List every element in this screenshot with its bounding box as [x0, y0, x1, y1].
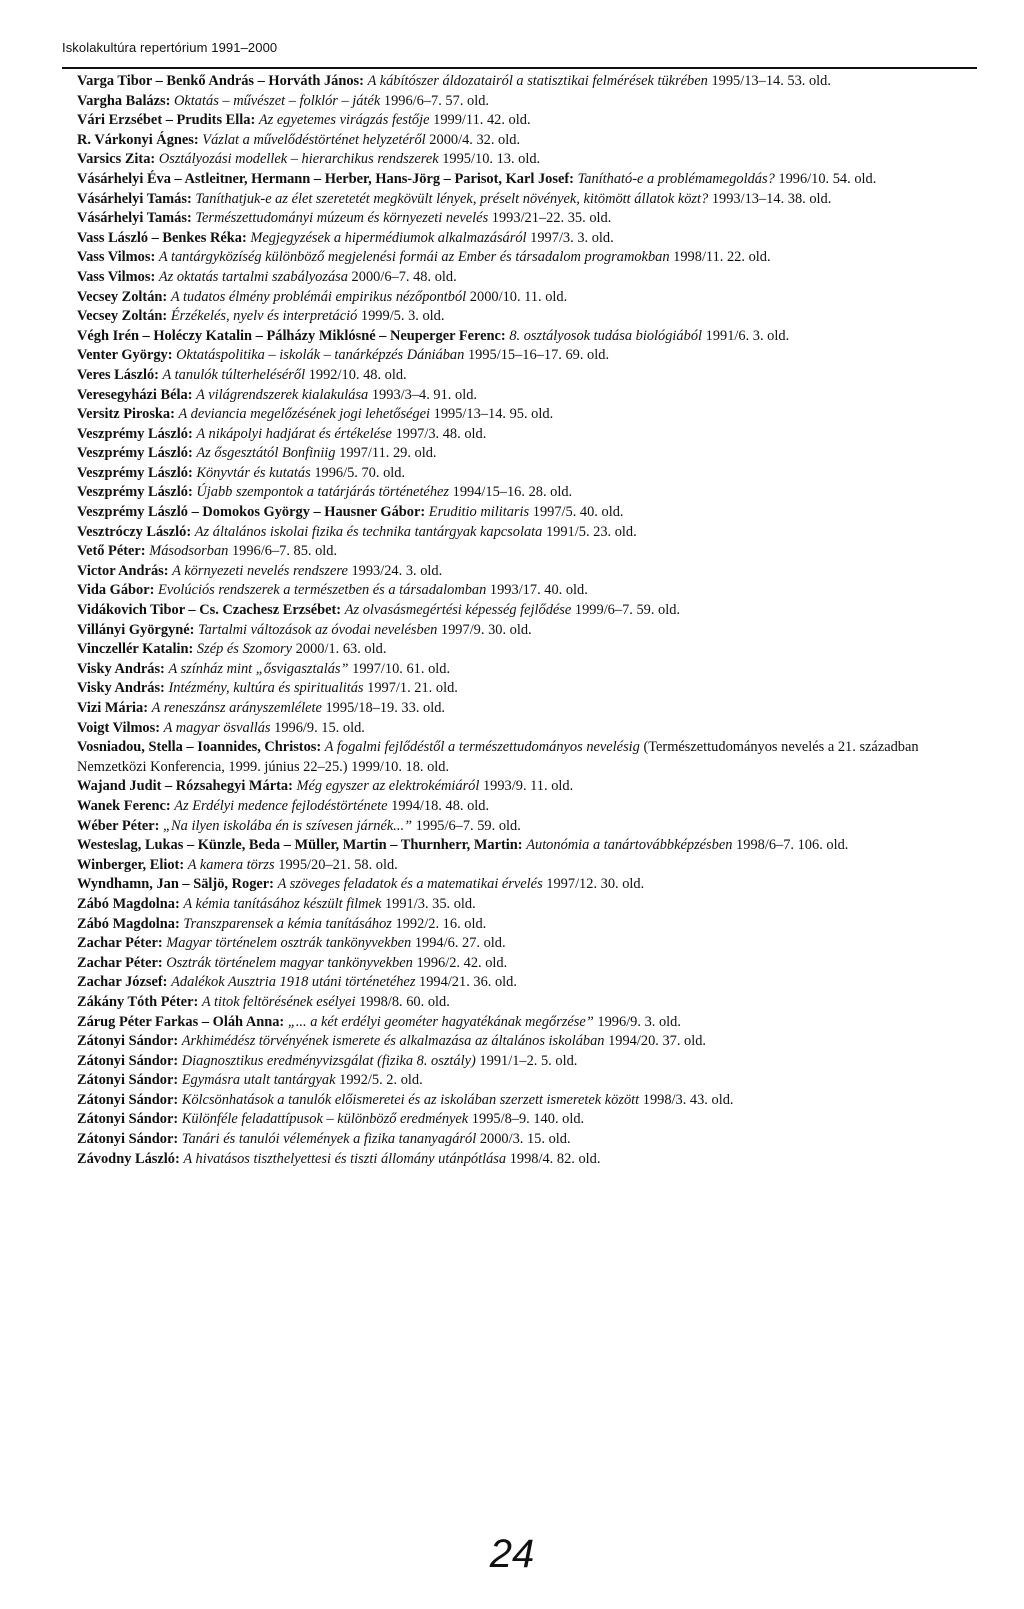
entry-author: Veszprémy László:	[77, 464, 193, 481]
entry-author: Vesztróczy László:	[77, 523, 192, 540]
entry-author: Zábó Magdolna:	[77, 915, 180, 932]
bibliography-entry	[77, 777, 957, 797]
entry-reference: 1994/6. 27. old.	[414, 935, 506, 952]
entry-reference: 1996/10. 54. old.	[778, 170, 877, 187]
entry-reference: 1997/11. 29. old.	[339, 445, 437, 462]
entry-title: „Na ilyen iskolába én is szívesen járnék...”	[163, 817, 413, 834]
bibliography-entry	[77, 679, 957, 699]
bibliography-entry	[77, 797, 957, 817]
entry-author: Visky András:	[77, 680, 165, 697]
entry-reference: 1999/5. 3. old.	[360, 308, 445, 325]
entry-title: Transzparensek a kémia tanításához	[183, 915, 392, 932]
bibliography-entry	[77, 464, 957, 484]
running-header: Iskolakultúra repertórium 1991–2000	[62, 40, 278, 55]
entry-reference: 1995/10. 13. old.	[442, 151, 541, 168]
entry-title: Osztályozási modellek – hierarchikus rendszerek	[158, 151, 439, 168]
entry-author: Venter György:	[77, 347, 173, 364]
entry-author: Winberger, Eliot:	[77, 856, 185, 873]
bibliography-entry	[77, 150, 957, 170]
entry-reference: 1994/21. 36. old.	[419, 974, 517, 991]
entry-author: Veszprémy László:	[77, 445, 193, 462]
entry-author: Vásárhelyi Tamás:	[77, 190, 192, 207]
entry-reference: 1993/13–14. 38. old.	[711, 190, 832, 207]
entry-reference: 1997/3. 3. old.	[530, 229, 614, 246]
entry-reference: 1998/6–7. 106. old.	[736, 837, 849, 854]
entry-title: Eruditio militaris	[428, 504, 530, 521]
entry-author: Zábó Magdolna:	[77, 895, 180, 912]
bibliography-entry	[77, 973, 957, 993]
bibliography-entry	[77, 1052, 957, 1072]
entry-author: Vass Vilmos:	[77, 249, 156, 266]
entry-author: Zákány Tóth Péter:	[77, 993, 199, 1010]
bibliography-entry	[77, 111, 957, 131]
entry-title: Kölcsönhatások a tanulók előismeretei és az iskolában szerzett ismeretek között	[181, 1091, 640, 1108]
entry-author: Wajand Judit – Rózsahegyi Márta:	[77, 778, 293, 795]
entry-author: Zachar Péter:	[77, 954, 163, 971]
entry-title: A tantárgyközíség különböző megjelenési formái az Ember és társadalom programokban	[158, 249, 670, 266]
entry-author: Versitz Piroska:	[77, 406, 175, 423]
entry-author: Vecsey Zoltán:	[77, 308, 168, 325]
entry-author: Zárug Péter Farkas – Oláh Anna:	[77, 1013, 285, 1030]
entry-title: A deviancia megelőzésének jogi lehetőségei	[178, 406, 431, 423]
entry-reference: 1993/24. 3. old.	[351, 562, 443, 579]
bibliography-entry	[77, 268, 957, 288]
entry-reference: 2000/10. 11. old.	[469, 288, 568, 305]
entry-author: Visky András:	[77, 660, 165, 677]
entry-title: Tanári és tanulói vélemények a fizika tananyagáról	[181, 1131, 477, 1148]
entry-title: Evolúciós rendszerek a természetben és a társadalomban	[158, 582, 487, 599]
entry-title: Magyar történelem osztrák tankönyvekben	[166, 935, 412, 952]
entry-author: Vető Péter:	[77, 543, 146, 560]
entry-author: Zátonyi Sándor:	[77, 1111, 179, 1128]
bibliography-entry	[77, 817, 957, 837]
entry-author: Zátonyi Sándor:	[77, 1072, 179, 1089]
entry-reference: 1995/20–21. 58. old.	[278, 856, 398, 873]
bibliography-entry	[77, 836, 957, 856]
entry-author: Vásárhelyi Tamás:	[77, 210, 192, 227]
entry-reference: 1992/2. 16. old.	[395, 915, 487, 932]
bibliography-entry	[77, 483, 957, 503]
entry-reference: 1995/13–14. 95. old.	[433, 406, 554, 423]
entry-author: Veszprémy László – Domokos György – Hausner Gábor:	[77, 504, 426, 521]
entry-title: Természettudományi múzeum és környezeti nevelés	[195, 210, 489, 227]
bibliography-entry	[77, 542, 957, 562]
bibliography-entry	[77, 993, 957, 1013]
entry-title: Érzékelés, nyelv és interpretáció	[170, 308, 358, 325]
entry-author: Vinczellér Katalin:	[77, 641, 194, 658]
entry-reference: 2000/3. 15. old.	[479, 1131, 571, 1148]
entry-title: Vázlat a művelődéstörténet helyzetéről	[202, 131, 426, 148]
entry-title: A kémia tanításához készült filmek	[183, 895, 382, 912]
bibliography-entry	[77, 503, 957, 523]
entry-author: Vida Gábor:	[77, 582, 155, 599]
entry-reference: 1995/6–7. 59. old.	[415, 817, 521, 834]
entry-title: Diagnosztikus eredményvizsgálat (fizika 8. osztály)	[181, 1052, 476, 1069]
entry-title: A kábítószer áldozatairól a statisztikai felmérések tükrében	[367, 73, 708, 89]
bibliography-entry	[77, 523, 957, 543]
entry-author: Vosniadou, Stella – Ioannides, Christos:	[77, 739, 322, 756]
bibliography-entry	[77, 562, 957, 582]
page-number: 24	[489, 1532, 535, 1576]
entry-author: Zachar József:	[77, 974, 168, 991]
entry-title: A kamera törzs	[187, 856, 275, 873]
entry-title: Tanítható-e a problémamegoldás?	[577, 170, 775, 187]
bibliography-entry	[77, 1130, 957, 1150]
entry-reference: 1996/9. 3. old.	[597, 1013, 681, 1030]
entry-reference: 1998/11. 22. old.	[673, 249, 771, 266]
entry-author: Wéber Péter:	[77, 817, 160, 834]
entry-title: Taníthatjuk-e az élet szeretetét megkövült lények, préselt növények, kitömött állatok közt?	[195, 190, 709, 207]
entry-author: Vásárhelyi Éva – Astleitner, Hermann – Herber, Hans-Jörg – Parisot, Karl Josef:	[77, 170, 574, 187]
bibliography-entry	[77, 386, 957, 406]
entry-title: Az olvasásmegértési képesség fejlődése	[344, 602, 572, 619]
entry-author: Vargha Balázs:	[77, 92, 171, 109]
entry-title: A színház mint „ősvigasztalás”	[168, 660, 349, 677]
bibliography-entry	[77, 444, 957, 464]
bibliography-entry	[77, 856, 957, 876]
entry-author: Varga Tibor – Benkő András – Horváth János:	[77, 73, 364, 89]
entry-title: A tudatos élmény problémái empirikus nézőpontból	[170, 288, 467, 305]
entry-reference: 1997/12. 30. old.	[546, 876, 645, 893]
entry-title: Oktatás – művészet – folklór – játék	[174, 92, 381, 109]
entry-reference: 1998/3. 43. old.	[642, 1091, 734, 1108]
bibliography-entry	[77, 327, 957, 347]
entry-title: A nikápolyi hadjárat és értékelése	[196, 425, 392, 442]
bibliography-entry	[77, 915, 957, 935]
entry-title: 8. osztályosok tudása biológiából	[509, 327, 703, 344]
entry-title: Az ősgesztától Bonfiniig	[196, 445, 336, 462]
entry-reference: 1998/4. 82. old.	[509, 1150, 601, 1167]
entry-title: Az egyetemes virágzás festője	[258, 112, 430, 129]
entry-title: Az oktatás tartalmi szabályozása	[158, 268, 348, 285]
entry-reference: 1993/3–4. 91. old.	[371, 386, 477, 403]
entry-reference: 1994/18. 48. old.	[391, 797, 490, 814]
entry-reference: 1996/6–7. 57. old.	[383, 92, 490, 109]
entry-title: A reneszánsz arányszemlélete	[151, 700, 322, 716]
bibliography-entry	[77, 366, 957, 386]
bibliography-entry	[77, 425, 957, 445]
entry-title: Másodsorban	[149, 543, 229, 560]
bibliography-entry	[77, 1071, 957, 1091]
entry-reference: 1992/5. 2. old.	[339, 1072, 423, 1089]
entry-title: Egymásra utalt tantárgyak	[181, 1072, 336, 1089]
entry-author: Vidákovich Tibor – Cs. Czachesz Erzsébet:	[77, 602, 342, 619]
bibliography-entry	[77, 895, 957, 915]
entry-author: Vass Vilmos:	[77, 268, 156, 285]
entry-author: Vass László – Benkes Réka:	[77, 229, 247, 246]
bibliography-entry	[77, 229, 957, 249]
entry-reference: 1997/3. 48. old.	[395, 425, 487, 442]
bibliography-entry	[77, 209, 957, 229]
entry-title: A titok feltörésének esélyei	[201, 993, 356, 1010]
entry-author: Varsics Zita:	[77, 151, 156, 168]
entry-reference: 1996/5. 70. old.	[314, 464, 406, 481]
bibliography-entry	[77, 92, 957, 112]
entry-title: Intézmény, kultúra és spiritualitás	[168, 680, 364, 697]
entry-reference: 1996/2. 42. old.	[416, 954, 508, 971]
entry-title: Könyvtár és kutatás	[196, 464, 311, 481]
entry-author: Závodny László:	[77, 1150, 180, 1167]
entry-title: A hivatásos tiszthelyettesi és tiszti állomány utánpótlása	[183, 1150, 507, 1167]
entry-title: Osztrák történelem magyar tankönyvekben	[166, 954, 413, 971]
entry-reference: 1998/8. 60. old.	[359, 993, 450, 1010]
entry-title: Megjegyzések a hipermédiumok alkalmazásáról	[250, 229, 527, 246]
bibliography-entry	[77, 1150, 957, 1170]
entry-author: Villányi Györgyné:	[77, 621, 195, 638]
entry-reference: 1999/11. 42. old.	[433, 112, 531, 129]
bibliography-entry	[77, 719, 957, 739]
bibliography-entry	[77, 170, 957, 190]
entry-reference: 1994/20. 37. old.	[608, 1033, 707, 1050]
entry-title: A világrendszerek kialakulása	[196, 386, 369, 403]
entry-author: Voigt Vilmos:	[77, 719, 161, 736]
entry-author: Wanek Ferenc:	[77, 797, 171, 814]
entry-reference: 1997/10. 61. old.	[352, 660, 451, 677]
bibliography-entry	[77, 190, 957, 210]
entry-reference: 2000/1. 63. old.	[295, 641, 387, 658]
bibliography-entry	[77, 601, 957, 621]
bibliography-entry	[77, 1110, 957, 1130]
bibliography-entry	[77, 346, 957, 366]
entry-author: Victor András:	[77, 562, 169, 579]
bibliography-entry	[77, 72, 957, 92]
entry-author: Zátonyi Sándor:	[77, 1131, 179, 1148]
entry-author: R. Várkonyi Ágnes:	[77, 131, 199, 148]
bibliography-entry	[77, 1032, 957, 1052]
entry-reference: 1992/10. 48. old.	[308, 366, 407, 383]
entry-reference: 1997/9. 30. old.	[440, 621, 532, 638]
entry-reference: 1999/6–7. 59. old.	[574, 602, 681, 619]
bibliography-entry	[77, 660, 957, 680]
bibliography-entry	[77, 640, 957, 660]
bibliography-entry	[77, 934, 957, 954]
bibliography-entry	[77, 248, 957, 268]
entry-reference: 1996/9. 15. old.	[274, 719, 365, 736]
entry-author: Wyndhamn, Jan – Säljö, Roger:	[77, 876, 274, 893]
entry-reference: (Természettudományos nevelés a 21. században Nemzetközi Konferencia, 1999. június 22–25.) 1999/10. 18. old.	[77, 739, 919, 775]
entry-reference: 2000/4. 32. old.	[429, 131, 521, 148]
entry-reference: 1997/1. 21. old.	[367, 680, 458, 697]
bibliography-entry	[77, 875, 957, 895]
entry-reference: 1994/15–16. 28. old.	[452, 484, 573, 501]
entry-title: Szép és Szomory	[196, 641, 293, 658]
entry-title: A tanulók túlterheléséről	[162, 366, 306, 383]
entry-reference: 1995/15–16–17. 69. old.	[467, 347, 610, 364]
entry-reference: 1995/13–14. 53. old.	[711, 73, 831, 89]
entry-author: Zátonyi Sándor:	[77, 1091, 179, 1108]
entry-reference: 2000/6–7. 48. old.	[351, 268, 457, 285]
bibliography-entry	[77, 131, 957, 151]
bibliography-entry	[77, 738, 957, 777]
bibliography-entry	[77, 405, 957, 425]
entry-title: „... a két erdélyi geométer hagyatékának megőrzése”	[287, 1013, 594, 1030]
entry-reference: 1991/5. 23. old.	[545, 523, 637, 540]
entry-reference: 1997/5. 40. old.	[532, 504, 624, 521]
entry-author: Westeslag, Lukas – Künzle, Beda – Müller, Martin – Thurnherr, Martin:	[77, 837, 523, 854]
bibliography-list	[77, 72, 957, 1169]
entry-reference: 1991/3. 35. old.	[384, 895, 476, 912]
entry-author: Veszprémy László:	[77, 484, 193, 501]
entry-author: Vizi Mária:	[77, 700, 148, 716]
entry-author: Zátonyi Sándor:	[77, 1052, 179, 1069]
entry-reference: 1993/17. 40. old.	[489, 582, 588, 599]
entry-title: Arkhimédész törvényének ismerete és alkalmazása az általános iskolában	[181, 1033, 605, 1050]
entry-title: A szöveges feladatok és a matematikai érvelés	[277, 876, 543, 893]
entry-author: Vecsey Zoltán:	[77, 288, 168, 305]
entry-title: Az Erdélyi medence fejlodéstörténete	[174, 797, 388, 814]
entry-title: Adalékok Ausztria 1918 utáni történetéhez	[171, 974, 416, 991]
bibliography-entry	[77, 1013, 957, 1033]
entry-title: Tartalmi változások az óvodai nevelésben	[198, 621, 438, 638]
bibliography-entry	[77, 699, 957, 719]
entry-author: Veszprémy László:	[77, 425, 193, 442]
bibliography-entry	[77, 1091, 957, 1111]
entry-reference: 1991/1–2. 5. old.	[479, 1052, 578, 1069]
bibliography-entry	[77, 621, 957, 641]
entry-reference: 1995/8–9. 140. old.	[471, 1111, 585, 1128]
entry-reference: 1991/6. 3. old.	[705, 327, 790, 344]
entry-title: Autonómia a tanártovábbképzésben	[526, 837, 733, 854]
bibliography-entry	[77, 307, 957, 327]
entry-title: Az általános iskolai fizika és technika tantárgyak kapcsolata	[194, 523, 543, 540]
entry-title: Oktatáspolitika – iskolák – tanárképzés Dániában	[176, 347, 465, 364]
entry-title: Még egyszer az elektrokémiáról	[296, 778, 480, 795]
entry-reference: 1993/9. 11. old.	[482, 778, 574, 795]
entry-reference: 1993/21–22. 35. old.	[491, 210, 612, 227]
entry-reference: 1995/18–19. 33. old.	[325, 700, 446, 716]
entry-author: Végh Irén – Holéczy Katalin – Pálházy Miklósné – Neuperger Ferenc:	[77, 327, 506, 344]
entry-title: A fogalmi fejlődéstől a természettudományos nevelésig	[324, 739, 640, 756]
entry-title: A környezeti nevelés rendszere	[172, 562, 348, 579]
bibliography-entry	[77, 954, 957, 974]
entry-author: Veresegyházi Béla:	[77, 386, 193, 403]
bibliography-entry	[77, 288, 957, 308]
entry-author: Veres László:	[77, 366, 159, 383]
entry-author: Vári Erzsébet – Prudits Ella:	[77, 112, 256, 129]
entry-reference: 1996/6–7. 85. old.	[231, 543, 338, 560]
entry-title: A magyar ösvallás	[163, 719, 271, 736]
entry-title: Különféle feladattípusok – különböző eredmények	[181, 1111, 469, 1128]
entry-author: Zachar Péter:	[77, 935, 163, 952]
entry-title: Újabb szempontok a tatárjárás történetéhez	[196, 484, 450, 501]
bibliography-entry	[77, 581, 957, 601]
header-rule	[62, 67, 977, 69]
entry-author: Zátonyi Sándor:	[77, 1033, 179, 1050]
